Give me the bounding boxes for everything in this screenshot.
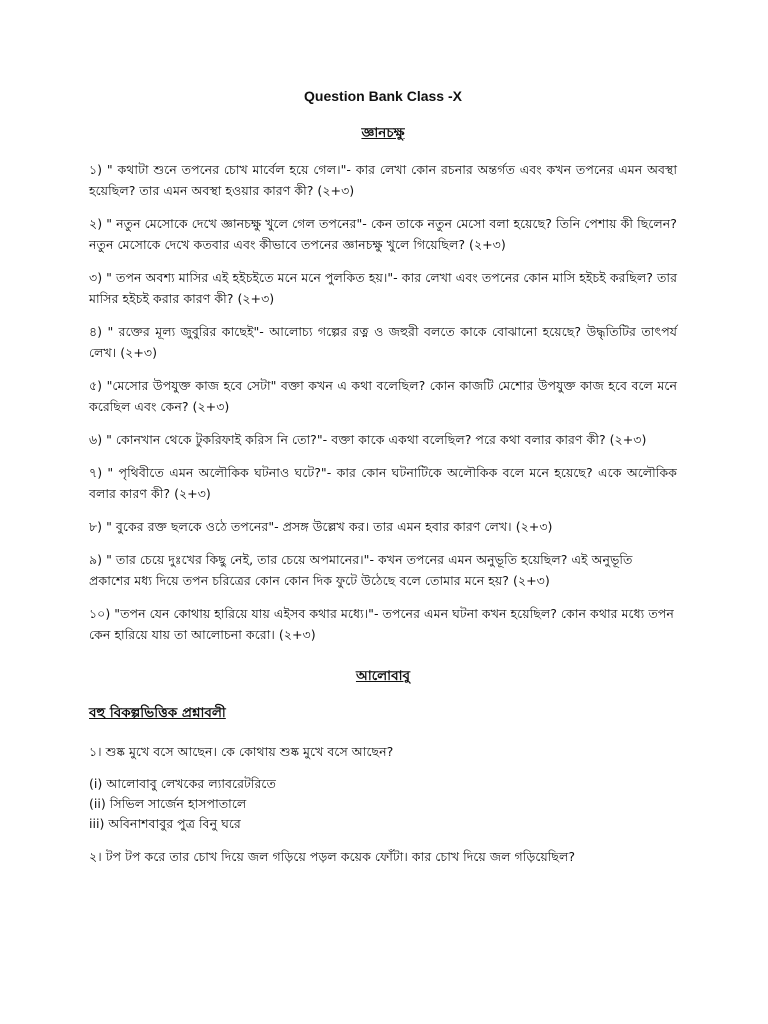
mcq-option: (i) আলোবাবু লেখকের ল্যাবরেটরিতে xyxy=(89,776,276,791)
question-9: ৯) " তার চেয়ে দুঃখের কিছু নেই, তার চেয়ে অপমানের।"- কখন তপনের এমন অনুভূতি হয়েছিল? এই অনুভূতি প্রকাশের মধ্য দিয়ে তপন চরিত্রের কোন কোন দিক ফুটে উঠেছে বলে তোমার মনে হয়? (২+৩) xyxy=(89,552,633,588)
section-heading-alobabu: আলোবাবু xyxy=(355,668,411,684)
mcq-option: (ii) সিভিল সার্জেন হাসপাতালে xyxy=(89,796,247,811)
document-title: Question Bank Class -X xyxy=(304,88,462,104)
question-1: ১) " কথাটা শুনে তপনের চোখ মার্বেল হয়ে গেল।"- কার লেখা কোন রচনার অন্তর্গত এবং কখন তপনের এমন অবস্থা হয়েছিল? তার এমন অবস্থা হওয়ার কারণ কী? (২+৩) xyxy=(89,162,677,198)
mcq-question-2: ২। টপ টপ করে তার চোখ দিয়ে জল গড়িয়ে পড়ল কয়েক ফোঁটা। কার চোখ দিয়ে জল গড়িয়েছিল? xyxy=(89,849,576,864)
document-page xyxy=(89,88,677,879)
section-heading-gyanchakkhu: জ্ঞানচক্ষু xyxy=(361,125,405,141)
mcq-subheading: বহু বিকল্পভিত্তিক প্রশ্নাবলী xyxy=(89,705,226,721)
mcq-option: iii) অবিনাশবাবুর পুত্র বিনু ঘরে xyxy=(89,816,241,831)
mcq-options-list xyxy=(89,774,677,834)
question-4: ৪) " রক্তের মূল্য জুবুরির কাছেই"- আলোচ্য গল্পের রত্ন ও জহুরী বলতে কাকে বোঝানো হয়েছে? উদ্ধৃতিটির তাৎপর্য লেখ। (২+৩) xyxy=(89,324,677,360)
question-7: ৭) " পৃথিবীতে এমন অলৌকিক ঘটনাও ঘটে?"- কার কোন ঘটনাটিকে অলৌকিক বলে মনে হয়েছে? একে অলৌকিক বলার কারণ কী? (২+৩) xyxy=(89,465,677,501)
question-8: ৮) " বুকের রক্ত ছলকে ওঠে তপনের"- প্রসঙ্গ উল্লেখ কর। তার এমন হবার কারণ লেখ। (২+৩) xyxy=(89,519,553,534)
question-2: ২) " নতুন মেসোকে দেখে জ্ঞানচক্ষু খুলে গেল তপনের"- কেন তাকে নতুন মেসো বলা হয়েছে? তিনি পেশায় কী ছিলেন? নতুন মেসোকে দেখে কতবার এবং কীভাবে তপনের জ্ঞানচক্ষু খুলে গিয়েছিল? (২+৩) xyxy=(89,216,677,252)
question-5: ৫) "মেসোর উপযুক্ত কাজ হবে সেটা" বক্তা কখন এ কথা বলেছিল? কোন কাজটি মেশোর উপযুক্ত কাজ হবে বলে মনে করেছিল এবং কেন? (২+৩) xyxy=(89,378,677,414)
question-3: ৩) " তপন অবশ্য মাসির এই হইচইতে মনে মনে পুলকিত হয়।"- কার লেখা এবং তপনের কোন মাসি হইচই করছিল? তার মাসির হইচই করার কারণ কী? (২+৩) xyxy=(89,270,677,306)
question-10: ১০) "তপন যেন কোথায় হারিয়ে যায় এইসব কথার মধ্যে।"- তপনের এমন ঘটনা কখন হয়েছিল? কোন কথার মধ্যে তপন কেন হারিয়ে যায় তা আলোচনা করো। (২+৩) xyxy=(89,606,674,642)
question-6: ৬) " কোনখান থেকে টুকরিফাই করিস নি তো?"- বক্তা কাকে একথা বলেছিল? পরে কথা বলার কারণ কী? (২+৩) xyxy=(89,432,647,447)
mcq-question-1: ১। শুষ্ক মুখে বসে আছেন। কে কোথায় শুষ্ক মুখে বসে আছেন? xyxy=(89,744,394,759)
